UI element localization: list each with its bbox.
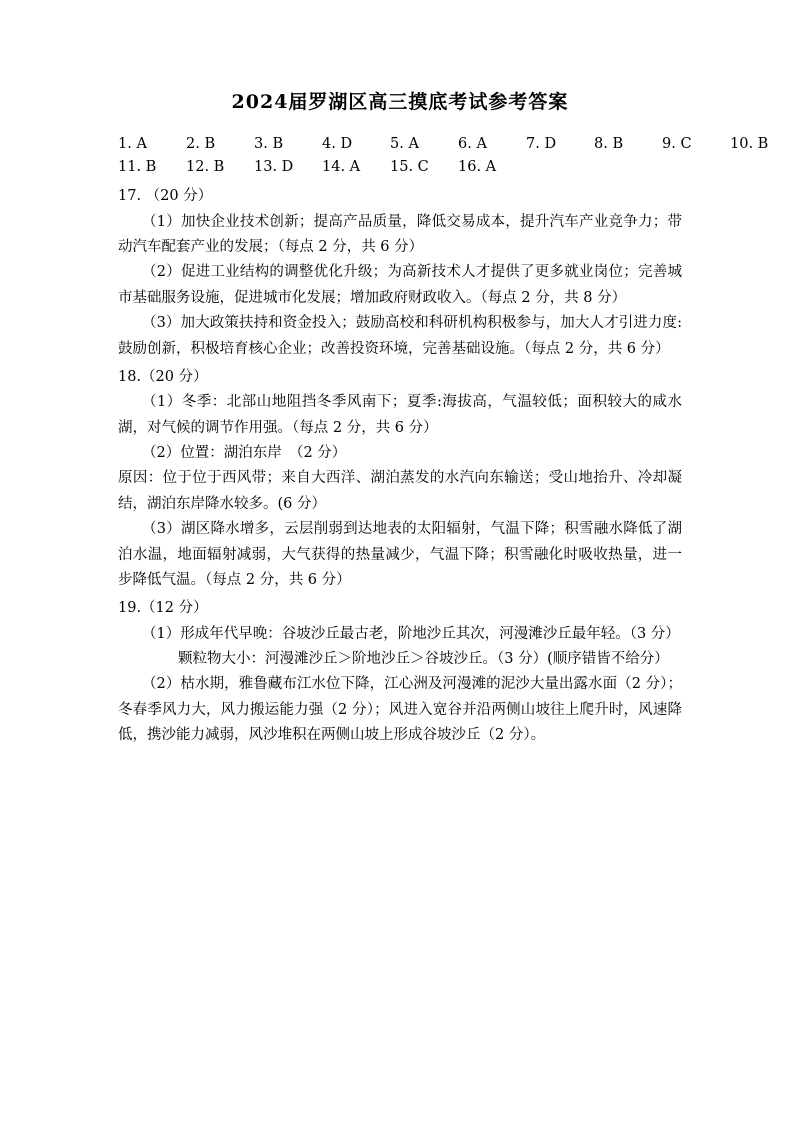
answer-item: 4. D — [322, 135, 353, 152]
page-title: 2024届罗湖区高三摸底考试参考答案 — [231, 91, 569, 113]
answer-item: 1. A — [118, 135, 147, 152]
answer-item: 14. A — [322, 159, 361, 176]
question-heading-18: 18.（20 分） — [118, 368, 208, 385]
question-19-part-1-sub: 颗粒物大小：河漫滩沙丘＞阶地沙丘＞谷坡沙丘。（3 分）(顺序错皆不给分） — [178, 651, 669, 668]
question-17-part-3: （3）加大政策扶持和资金投入；鼓励高校和科研机构积极参与，加大人才引进力度:鼓励创新，积极培育核心企业；改善投资环境，完善基础设施。（每点 2 分，共 6 分） — [118, 315, 682, 357]
question-18-part-2-reason: 原因：位于位于西风带；来自大西洋、湖泊蒸发的水汽向东输送；受山地抬升、冷却凝结，湖泊东岸降水较多。(6 分） — [118, 470, 682, 512]
answer-item: 7. D — [526, 135, 557, 152]
answer-item: 8. B — [594, 135, 624, 152]
question-18-part-2: （2）位置：湖泊东岸 （2 分） — [142, 445, 347, 462]
answer-item: 6. A — [458, 135, 487, 152]
answer-row — [118, 156, 682, 180]
question-18-part-1: （1）冬季：北部山地阻挡冬季风南下；夏季:海拔高，气温较低；面积较大的咸水湖，对气候的调节作用强。（每点 2 分，共 6 分） — [118, 394, 682, 436]
answer-item: 2. B — [186, 135, 216, 152]
answer-item: 13. D — [254, 159, 294, 176]
answer-item: 12. B — [186, 159, 225, 176]
answer-row — [118, 133, 769, 157]
question-heading-19: 19.（12 分） — [118, 600, 208, 617]
answer-item: 5. A — [390, 135, 419, 152]
answer-item: 10. B — [730, 135, 769, 152]
answer-item: 16. A — [458, 159, 497, 176]
question-19-part-1: （1）形成年代早晚：谷坡沙丘最古老，阶地沙丘其次，河漫滩沙丘最年轻。（3 分） — [142, 625, 680, 642]
answer-item: 3. B — [254, 135, 284, 152]
answer-item: 15. C — [390, 159, 429, 176]
question-18-part-3: （3）湖区降水增多，云层削弱到达地表的太阳辐射，气温下降；积雪融水降低了湖泊水温，地面辐射减弱，大气获得的热量减少，气温下降；积雪融化时吸收热量，进一步降低气温。（每点 2 分，共 6 分） — [118, 521, 682, 588]
question-19-part-2: （2）枯水期，雅鲁藏布江水位下降，江心洲及河漫滩的泥沙大量出露水面（2 分）；冬春季风力大，风力搬运能力强（2 分）；风进入宽谷并沿两侧山坡往上爬升时，风速降低，携沙能力减弱，风沙堆积在两侧山坡上形成谷坡沙丘（2 分）。 — [118, 676, 682, 744]
question-heading-17: 17. （20 分） — [118, 188, 213, 205]
answer-item: 11. B — [118, 159, 157, 176]
question-17-part-1: （1）加快企业技术创新；提高产品质量，降低交易成本，提升汽车产业竞争力；带动汽车配套产业的发展；（每点 2 分，共 6 分） — [118, 213, 682, 256]
multiple-choice-answers — [118, 133, 769, 181]
question-17-part-2: （2）促进工业结构的调整优化升级；为高新技术人才提供了更多就业岗位；完善城市基础服务设施，促进城市化发展；增加政府财政收入。（每点 2 分，共 8 分） — [118, 264, 682, 306]
answer-item: 9. C — [662, 135, 692, 152]
